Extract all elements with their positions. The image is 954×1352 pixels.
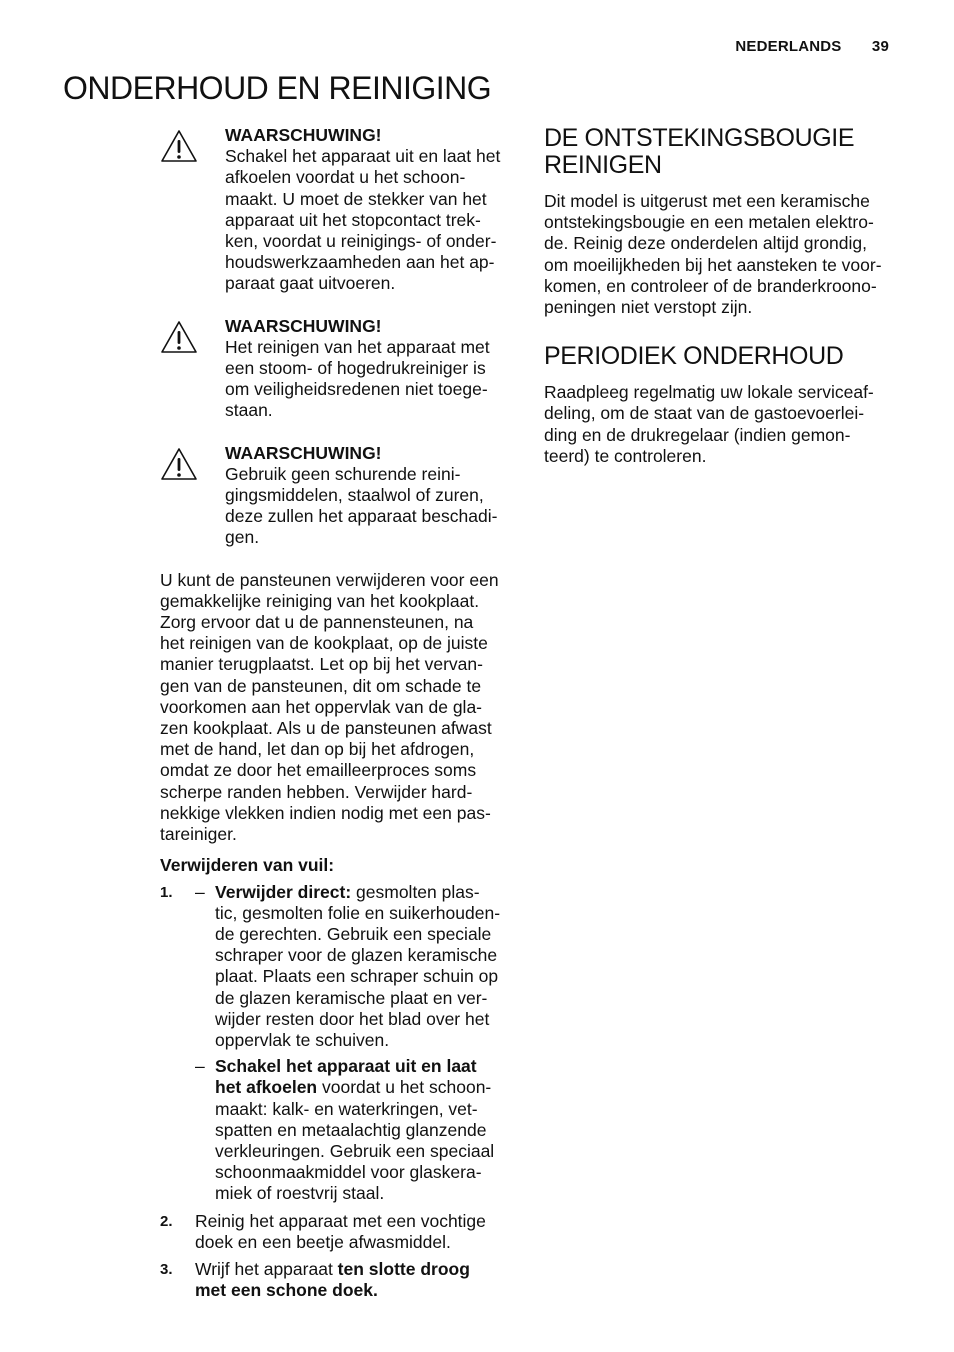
step-plain-text: Wrijf het apparaat <box>195 1258 338 1279</box>
bullet-dash: – <box>195 1056 205 1077</box>
dirt-removal-heading: Verwijderen van vuil: <box>160 855 335 876</box>
bullet-bold-text: Verwijder direct: <box>215 881 352 902</box>
bullet-plain-text: gesmolten plas- tic, gesmolten folie en suikerhouden- de gerechten. Gebruik een speciale schraper voor de glazen keramische plaat. Plaats een schraper schuin op de glazen keramische plaat en ver- wijder resten door het blad over het oppervlak te schuiven. <box>215 881 501 1050</box>
warning-text: Het reinigen van het apparaat met een stoom- of hogedrukreiniger is om veiligheidsredenen niet toege- staan. <box>225 336 490 421</box>
warning-block <box>160 443 516 549</box>
bullet-text <box>215 1056 494 1203</box>
section-text-spark-plug: Dit model is uitgerust met een keramische ontstekingsbougie en een metalen elektro- de. Reinig deze onderdelen altijd grondig, om moeilijkheden bij het aansteken te voor- komen, en controleer of de branderkroono- peningen niet verstopt zijn. <box>544 191 882 318</box>
step-text <box>195 1259 470 1300</box>
page-number: 39 <box>871 38 889 55</box>
body-paragraph: U kunt de pansteunen verwijderen voor een gemakkelijke reiniging van het kookplaat. Zorg ervoor dat u de pannensteunen, na het reinigen van de kookplaat, op de juiste manier terugplaatst. Let op bij het vervan- gen van de pansteunen, dit om schade te voorkomen aan het oppervlak van de gla- zen kookplaat. Als u de pansteunen afwast met de hand, let dan op bij het afdrogen, omdat ze door het emailleerproces soms scherpe randen hebben. Verwijder hard- nekkige vlekken indien nodig met een pas- tareiniger. <box>160 569 499 845</box>
step-number: 3. <box>160 1260 173 1278</box>
language-label: NEDERLANDS <box>735 38 842 55</box>
section-title-periodic-maintenance: PERIODIEK ONDERHOUD <box>544 342 844 371</box>
step-number: 2. <box>160 1212 173 1230</box>
bullet-dash: – <box>195 881 205 902</box>
step-item <box>160 882 516 1205</box>
step-item <box>160 1211 516 1253</box>
section-text-periodic-maintenance: Raadpleeg regelmatig uw lokale serviceaf- deling, om de staat van de gastoevoerlei- ding en de drukregelaar (indien gemon- teerd) te controleren. <box>544 382 874 466</box>
page-title: ONDERHOUD EN REINIGING <box>63 70 492 106</box>
step-text: Reinig het apparaat met een vochtige doek en een beetje afwasmiddel. <box>195 1210 486 1252</box>
bullet-plain-text: voordat u het schoon- maakt: kalk- en waterkringen, vet- spatten en metaalachtig glanzende verkleuringen. Gebruik een speciaal schoonmaakmiddel voor glaskera- miek of roestvrij staal. <box>215 1077 495 1204</box>
warning-text: Schakel het apparaat uit en laat het afkoelen voordat u het schoon- maakt. U moet de stekker van het apparaat uit het stopcontact trek- ken, voordat u reinigings- of onder- houdswerkzaamheden aan het ap- paraat gaat uitvoeren. <box>225 146 501 294</box>
warning-triangle-icon <box>160 447 198 481</box>
warning-title: WAARSCHUWING! <box>225 442 382 463</box>
section-title-spark-plug: DE ONTSTEKINGSBOUGIE REINIGEN <box>544 124 855 179</box>
bullet-text <box>215 882 500 1050</box>
warning-title: WAARSCHUWING! <box>225 315 382 336</box>
warning-triangle-icon <box>160 129 198 163</box>
step-item <box>160 1259 516 1301</box>
bullet-item <box>195 882 516 1052</box>
page-header <box>735 38 889 55</box>
bullet-bold-text: Schakel het apparaat uit en laat het afkoelen <box>215 1056 477 1098</box>
left-column <box>160 125 516 1307</box>
warning-triangle-icon <box>160 320 198 354</box>
warning-block <box>160 125 516 295</box>
section-spacer <box>544 328 896 343</box>
warning-text: Gebruik geen schurende reini- gingsmiddelen, staalwol of zuren, deze zullen het apparaat beschadi- gen. <box>225 463 498 548</box>
step-bold-text: ten slotte droog met een schone doek. <box>195 1258 470 1301</box>
warning-title: WAARSCHUWING! <box>225 125 382 145</box>
step-number: 1. <box>160 883 173 901</box>
right-column <box>544 125 896 477</box>
bullet-item <box>195 1056 516 1204</box>
warning-block <box>160 316 516 422</box>
